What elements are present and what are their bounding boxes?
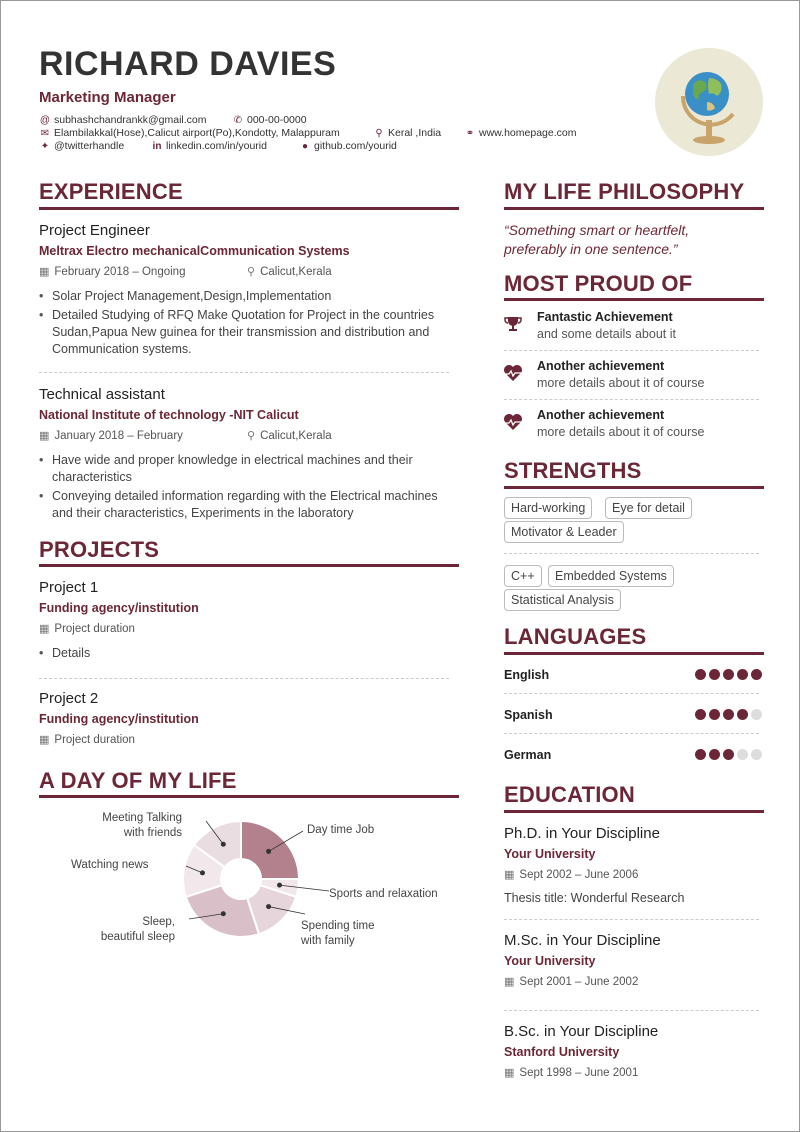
trophy-icon	[503, 314, 523, 334]
languages-heading: LANGUAGES	[504, 624, 647, 649]
day-heading: A DAY OF MY LIFE	[39, 768, 237, 793]
edu-1-degree: Ph.D. in Your Discipline	[504, 825, 660, 842]
job-1-location: ⚲ Calicut,Kerala	[247, 266, 332, 278]
level-dot	[723, 709, 734, 720]
project-1-title: Project 1	[39, 579, 99, 596]
pie-label-news: Watching news	[71, 859, 149, 871]
edu-1-thesis: Thesis title: Wonderful Research	[504, 891, 685, 905]
linkedin-contact[interactable]: in linkedin.com/in/yourid	[152, 140, 267, 152]
calendar-icon: ▦	[39, 623, 50, 635]
job-title: Marketing Manager	[39, 89, 176, 106]
philosophy-quote: “Something smart or heartfelt, preferably in one sentence.”	[504, 222, 690, 257]
strength-tag: Embedded Systems	[548, 565, 674, 587]
education-heading: EDUCATION	[504, 782, 635, 807]
divider	[504, 693, 759, 694]
twitter-contact[interactable]: ✦ @twitterhandle	[40, 140, 125, 152]
edu-2-school: Your University	[504, 954, 596, 968]
achievement-2-sub: more details about it of course	[537, 376, 705, 390]
job-2-title: Technical assistant	[39, 386, 165, 403]
job-1-bullet-2: • Detailed Studying of RFQ Make Quotation for Project in the countries Sudan,Papua New guinea for their transmission and distribution and Communication systems.	[52, 307, 452, 358]
achievement-2-title: Another achievement	[537, 359, 665, 373]
avatar	[655, 48, 763, 156]
calendar-icon: ▦	[39, 430, 50, 442]
projects-heading: PROJECTS	[39, 537, 160, 562]
divider	[504, 553, 759, 554]
job-2-dates: ▦ January 2018 – February	[39, 430, 183, 442]
pie-label-friends: Meeting Talking with friends	[102, 812, 182, 839]
strength-tag: Statistical Analysis	[504, 589, 621, 611]
job-2-bullet-2: • Conveying detailed information regarding with the Electrical machines and their characteristics, Experiments in the laboratory	[52, 488, 452, 522]
edu-3-dates: ▦ Sept 1998 – June 2001	[504, 1067, 639, 1079]
edu-3-school: Stanford University	[504, 1045, 620, 1059]
level-dot	[723, 669, 734, 680]
at-icon: @	[39, 115, 51, 126]
language-german: German	[504, 748, 552, 762]
language-level-english	[695, 669, 762, 680]
pie-leader-dot	[200, 870, 205, 875]
strength-tag: Hard-working	[504, 497, 592, 519]
section-rule	[504, 298, 764, 301]
job-1-bullet-1: • Solar Project Management,Design,Implementation	[52, 288, 452, 305]
project-1-org: Funding agency/institution	[39, 601, 199, 615]
level-dot	[695, 709, 706, 720]
language-level-spanish	[695, 709, 762, 720]
strength-tag: Motivator & Leader	[504, 521, 624, 543]
job-1-title: Project Engineer	[39, 222, 150, 239]
calendar-icon: ▦	[39, 734, 50, 746]
section-rule	[39, 564, 459, 567]
level-dot	[723, 749, 734, 760]
job-2-org: National Institute of technology -NIT Calicut	[39, 408, 299, 422]
github-icon: ●	[301, 141, 309, 152]
section-rule	[504, 810, 764, 813]
level-dot	[737, 709, 748, 720]
job-1-org: Meltrax Electro mechanicalCommunication Systems	[39, 244, 350, 258]
location-contact: ⚲ Keral ,India	[373, 127, 441, 139]
section-rule	[39, 207, 459, 210]
pie-label-sleep: Sleep, beautiful sleep	[100, 916, 175, 943]
edu-1-school: Your University	[504, 847, 596, 861]
strength-tag: Eye for detail	[605, 497, 692, 519]
map-marker-icon: ⚲	[247, 430, 256, 442]
link-icon: ⚭	[465, 128, 475, 139]
achievement-1-title: Fantastic Achievement	[537, 310, 673, 324]
level-dot	[709, 669, 720, 680]
level-dot	[737, 669, 748, 680]
map-marker-icon: ⚲	[375, 128, 383, 139]
calendar-icon: ▦	[504, 1067, 515, 1079]
project-1-details: • Details	[52, 645, 352, 662]
edu-3-degree: B.Sc. in Your Discipline	[504, 1023, 659, 1040]
address-contact: ✉ Elambilakkal(Hose),Calicut airport(Po),Kondotty, Malappuram	[40, 127, 340, 139]
project-2-duration: ▦ Project duration	[39, 734, 135, 746]
philosophy-heading: MY LIFE PHILOSOPHY	[504, 179, 745, 204]
envelope-icon: ✉	[40, 128, 50, 139]
calendar-icon: ▦	[39, 266, 50, 278]
level-dot	[751, 669, 762, 680]
phone-contact[interactable]: ✆ 000-00-0000	[233, 114, 307, 126]
map-marker-icon: ⚲	[247, 266, 256, 278]
calendar-icon: ▦	[504, 869, 515, 881]
heartbeat-icon	[503, 412, 523, 432]
pie-leader-dot	[266, 849, 271, 854]
project-2-org: Funding agency/institution	[39, 712, 199, 726]
homepage-contact[interactable]: ⚭ www.homepage.com	[465, 127, 577, 139]
divider	[504, 399, 759, 400]
divider	[39, 678, 449, 679]
achievement-3-title: Another achievement	[537, 408, 665, 422]
level-dot	[751, 749, 762, 760]
person-name: RICHARD DAVIES	[39, 45, 337, 83]
pie-label-sports: Sports and relaxation	[329, 888, 438, 900]
edu-2-degree: M.Sc. in Your Discipline	[504, 932, 661, 949]
linkedin-icon: in	[152, 141, 162, 152]
job-2-location: ⚲ Calicut,Kerala	[247, 430, 332, 442]
project-1-duration: ▦ Project duration	[39, 623, 135, 635]
divider	[504, 350, 759, 351]
section-rule	[504, 207, 764, 210]
calendar-icon: ▦	[504, 976, 515, 988]
achievement-1-sub: and some details about it	[537, 327, 676, 341]
level-dot	[737, 749, 748, 760]
proud-heading: MOST PROUD OF	[504, 271, 693, 296]
level-dot	[695, 669, 706, 680]
globe-icon	[655, 48, 763, 156]
job-2-bullet-1: • Have wide and proper knowledge in electrical machines and their characteristics	[52, 452, 452, 486]
project-2-title: Project 2	[39, 690, 99, 707]
twitter-icon: ✦	[40, 141, 50, 152]
strength-tag: C++	[504, 565, 542, 587]
level-dot	[709, 709, 720, 720]
divider	[504, 919, 759, 920]
level-dot	[709, 749, 720, 760]
job-1-dates: ▦ February 2018 – Ongoing	[39, 266, 186, 278]
section-rule	[39, 795, 459, 798]
pie-label-job: Day time Job	[307, 824, 375, 836]
language-english: English	[504, 668, 550, 682]
language-spanish: Spanish	[504, 708, 553, 722]
divider	[39, 372, 449, 373]
pie-label-family: Spending time with family	[301, 920, 375, 947]
language-level-german	[695, 749, 762, 760]
email-contact[interactable]: @ subhashchandrankk@gmail.com	[39, 114, 207, 126]
heartbeat-icon	[503, 363, 523, 383]
phone-icon: ✆	[233, 115, 243, 126]
level-dot	[695, 749, 706, 760]
github-contact[interactable]: ● github.com/yourid	[299, 140, 397, 152]
edu-2-dates: ▦ Sept 2001 – June 2002	[504, 976, 639, 988]
divider	[504, 733, 759, 734]
strengths-heading: STRENGTHS	[504, 458, 642, 483]
achievement-3-sub: more details about it of course	[537, 425, 705, 439]
level-dot	[751, 709, 762, 720]
divider	[504, 1010, 759, 1011]
section-rule	[504, 652, 764, 655]
section-rule	[504, 486, 764, 489]
experience-heading: EXPERIENCE	[39, 179, 183, 204]
edu-1-dates: ▦ Sept 2002 – June 2006	[504, 869, 639, 881]
